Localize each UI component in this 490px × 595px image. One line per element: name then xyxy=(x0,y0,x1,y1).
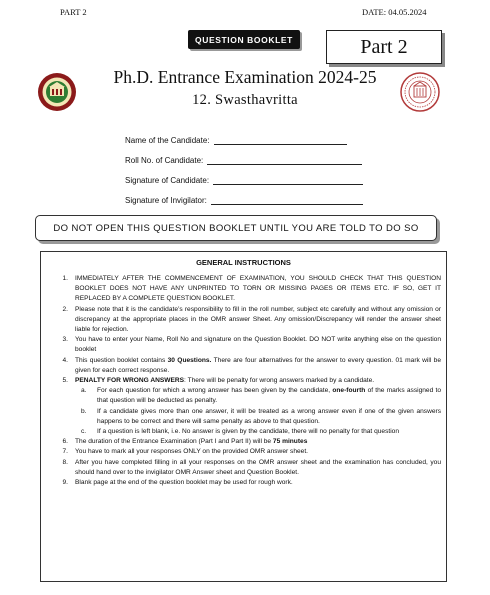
instruction-item: 9. Blank page at the end of the question booklet may be used for rough work. xyxy=(62,479,293,487)
header-part: PART 2 xyxy=(60,7,87,17)
instruction-item: 1. IMMEDIATELY AFTER THE COMMENCEMENT OF EXAMINATION, YOU SHOULD CHECK THAT THIS QUESTION BOOKLET DOES NOT HAVE ANY UNPRINTED TO TORN OR MISSING PAGES OR ITEMS ETC. IF SO, GET IT REPLACED BY A COMPLETE QUESTION BOOKLET. xyxy=(62,275,441,303)
exam-subject: 12. Swasthavritta xyxy=(192,92,298,108)
instruction-item: 3. You have to enter your Name, Roll No and signature on the Question Booklet. DO NOT write anything else on the question booklet xyxy=(62,336,441,354)
candidate-signature-field[interactable]: Signature of Candidate: xyxy=(125,176,363,185)
header-date: DATE: 04.05.2024 xyxy=(362,7,427,17)
penalty-subitem: b. If a candidate gives more than one answer, it will be treated as a wrong answer even if one of the given answers happens to be correct and there will same penalty as above to that question. xyxy=(81,407,441,425)
question-booklet-badge: QUESTION BOOKLET xyxy=(188,30,300,49)
instruction-item: 8. After you have completed filling in all your responses on the OMR answer sheet and the examination has concluded, you should hand over to the invigilator OMR Answer sheet and Question Booklet. xyxy=(62,458,441,476)
candidate-name-field[interactable]: Name of the Candidate: xyxy=(125,136,347,145)
penalty-subitem: a. For each question for which a wrong answer has been given by the candidate, one-fourth of the marks assigned to that question will be deducted as penalty. xyxy=(81,387,441,405)
instruction-item-penalty: 5. PENALTY FOR WRONG ANSWERS: There will be penalty for wrong answers marked by a candidate. xyxy=(62,377,375,385)
instruction-item: 7. You have to mark all your responses ONLY on the provided OMR answer sheet. xyxy=(62,448,308,456)
invigilator-signature-field[interactable]: Signature of Invigilator: xyxy=(125,196,363,205)
instruction-item: 4. This question booklet contains 30 Questions. There are four alternatives for the answer to every question. 01 mark will be given for each correct response. xyxy=(62,356,441,374)
invigilator-signature-line[interactable] xyxy=(211,196,363,205)
general-instructions-panel xyxy=(40,251,447,582)
instructions-heading: GENERAL INSTRUCTIONS xyxy=(196,258,291,267)
roll-number-field[interactable]: Roll No. of Candidate: xyxy=(125,156,362,165)
roll-number-line[interactable] xyxy=(207,156,362,165)
candidate-name-line[interactable] xyxy=(214,136,347,145)
instructions-list xyxy=(51,274,441,488)
instruction-item: 6. The duration of the Entrance Examination (Part I and Part II) will be 75 minutes xyxy=(62,438,308,446)
part-label-box: Part 2 xyxy=(326,30,442,64)
exam-title: Ph.D. Entrance Examination 2024-25 xyxy=(113,67,377,87)
candidate-signature-line[interactable] xyxy=(213,176,363,185)
penalty-subitem: c. If a question is left blank, i.e. No answer is given by the candidate, there will no penalty for that question xyxy=(81,428,400,436)
do-not-open-warning: DO NOT OPEN THIS QUESTION BOOKLET UNTIL YOU ARE TOLD TO DO SO xyxy=(35,215,437,241)
instruction-item: 2. Please note that it is the candidate’s responsibility to fill in the roll number, subject etc carefully and without any omission or discrepancy at the appropriate places in the OMR answer Sheet. Any omission/Discrepancy will render the answer sheet liable for rejection. xyxy=(62,305,441,334)
